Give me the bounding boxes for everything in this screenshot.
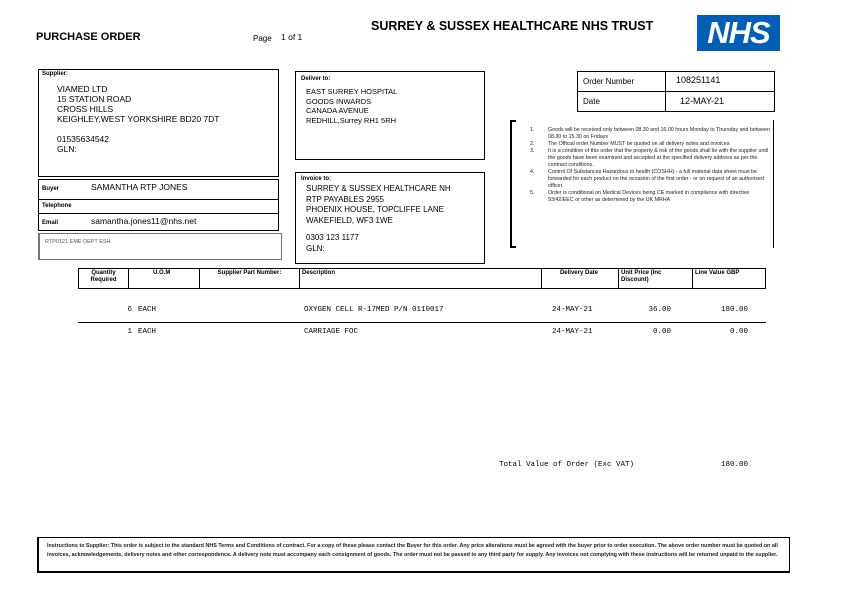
table-row [78,328,766,340]
terms-bracket-right [773,120,774,248]
table-header [78,268,766,289]
supplier-phone: 01535634542 [57,134,110,144]
terms-bracket-left [510,120,516,248]
deliver-to-box [295,71,485,160]
invoice-line: PHOENIX HOUSE, TOPCLIFFE LANE [306,205,444,214]
document-type: PURCHASE ORDER [36,31,141,43]
order-number-label: Order Number [583,77,635,86]
supplier-gln: GLN: [57,144,77,154]
buyer-name: SAMANTHA RTP JONES [91,182,188,192]
row-uom: EACH [138,328,157,336]
row-unit-price: 36.00 [648,306,671,314]
terms-list [530,127,770,204]
invoice-label: Invoice to: [301,176,332,182]
col-header-unit-price: Unit Price (Inc Discount) [618,269,692,288]
invoice-line: WAKEFIELD, WF3 1WE [306,215,393,225]
table-row [78,306,766,318]
col-header-line-value: Line Value GBP [692,269,766,288]
deliver-label: Deliver to: [301,76,331,82]
supplier-line: CROSS HILLS [57,104,114,114]
term-item: 1. Goods will be received only between 08.30 and 16.00 hours Monday to Thursday and between 08.30 to 15.30 on Fridays [530,127,770,140]
total-label: Total Value of Order (Exc VAT) [499,461,635,469]
row-divider [78,322,766,323]
row-delivery-date: 24-MAY-21 [552,306,593,314]
total-value: 180.00 [720,461,748,469]
term-item: 3. It is a condition of this order that the property & risk of the goods shall lie with the supplier until the goods have been examined and accepted at the specified delivery address as per the contract conditions. [530,148,769,168]
term-item: 4. Control Of Substances Hazardous to health (COSHH) - a full material data sheet must be forwarded for each product on the occasion of the first order - or on request of an authorised officer. [530,169,764,189]
deliver-line: EAST SURREY HOSPITAL [306,87,398,96]
deliver-line: GOODS INWARDS [306,96,372,106]
invoice-to-box [295,172,485,264]
row-line-value: 0.00 [729,328,748,336]
trust-name: SURREY & SUSSEX HEALTHCARE NHS TRUST [371,19,654,33]
supplier-line: 15 STATION ROAD [57,94,132,104]
date-label: Date [583,97,600,106]
telephone-label: Telephone [42,203,72,209]
row-description: OXYGEN CELL R-17MED P/N 0110017 [304,306,444,314]
term-item: 5. Order is conditional on Medical Devices being CE marked in compliance with directive 93/42/EEC or other as determined by the UK MRHA [530,190,750,203]
email-label: Email [42,220,59,226]
supplier-instructions: Instructions to Supplier: This order is subject to the standard NHS Terms and Conditions of contract. For a copy of these please contact the Buyer for this order. Any price alterations must be agreed with the buyer prior to order execution. The above order number must be quoted on all invoices, acknowledgements, delivery notes and other correspondence. A delivery note must accompany each consignment of goods. The order must not be passed to any third party for supply. Any invoices not complying with these instructions will be returned unpaid to the supplier. [47,543,778,558]
col-header-delivery-date: Delivery Date [541,269,618,288]
row-description: CARRIAGE FOC [304,328,359,336]
page-number: 1 of 1 [281,32,303,42]
buyer-email: samantha.jones11@nhs.net [91,216,197,226]
order-date: 12-MAY-21 [680,96,725,106]
order-info-box [577,71,775,112]
col-header-part-number: Supplier Part Number: [199,269,299,288]
row-line-value: 180.00 [720,306,748,314]
row-unit-price: 0.00 [652,328,671,336]
buyer-box [38,179,279,231]
deliver-line: REDHILL,Surrey RH1 5RH [306,115,397,125]
supplier-line: KEIGHLEY,WEST YORKSHIRE BD20 7DT [57,114,220,124]
order-number: 108251141 [676,75,721,85]
supplier-box [38,69,279,177]
row-qty: 6 [127,306,132,314]
supplier-instructions-box [37,537,790,573]
deliver-line: CANADA AVENUE [306,106,369,115]
invoice-gln: GLN: [306,243,325,253]
row-uom: EACH [138,306,157,314]
supplier-label: Supplier: [42,71,69,77]
row-qty: 1 [127,328,132,336]
buyer-label: Buyer [42,186,60,192]
col-header-description: Description [299,269,541,288]
supplier-line: VIAMED LTD [57,84,108,94]
col-header-uom: U.O.M [128,269,199,288]
invoice-line: RTP PAYABLES 2955 [306,194,384,204]
invoice-line: SURREY & SUSSEX HEALTHCARE NH [306,184,451,193]
department-ref-box [38,233,282,260]
term-item: 2. The Official order Number MUST be quoted on all delivery notes and invoices [530,141,730,147]
department-ref: RTP0121 EME DEPT ESH [45,239,111,245]
col-header-quantity: Quantity Required [90,270,117,283]
nhs-logo: NHS [697,15,780,51]
row-delivery-date: 24-MAY-21 [552,328,593,336]
page-label: Page [253,34,272,43]
invoice-phone: 0303 123 1177 [306,233,359,242]
